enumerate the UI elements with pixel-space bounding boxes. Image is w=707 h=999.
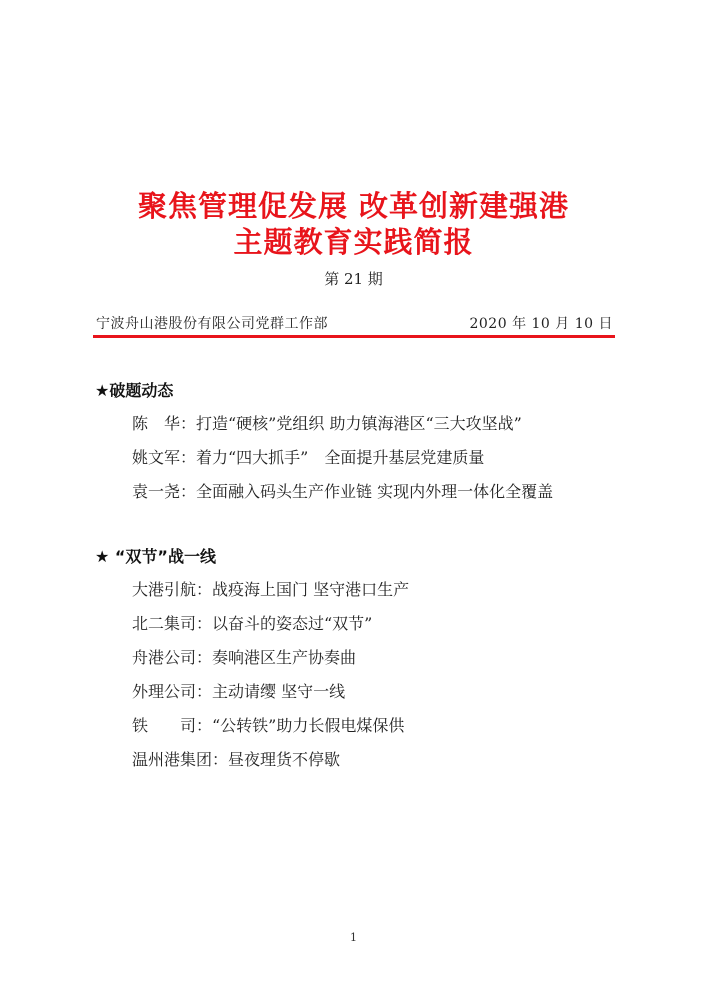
list-item: 姚文军：着力“四大抓手” 全面提升基层党建质量 — [132, 448, 485, 467]
page-title: 聚焦管理促发展 改革创新建强港 — [137, 189, 570, 223]
list-item: 舟港公司：奏响港区生产协奏曲 — [132, 648, 357, 667]
list-item: 袁一尧：全面融入码头生产作业链 实现内外理一体化全覆盖 — [132, 482, 554, 501]
list-item: 温州港集团：昼夜理货不停歇 — [132, 750, 341, 769]
issue-number: 第 21 期 — [324, 270, 383, 288]
page-subtitle: 主题教育实践简报 — [233, 225, 474, 259]
publish-date: 2020 年 10 月 10 日 — [469, 316, 613, 332]
list-item: 北二集司：以奋斗的姿态过“双节” — [132, 614, 373, 633]
section-heading: ★ “双节”战一线 — [95, 547, 216, 566]
list-item: 外理公司：主动请缨 坚守一线 — [132, 682, 346, 701]
list-item: 陈 华：打造“硬核”党组织 助力镇海港区“三大攻坚战” — [132, 414, 522, 433]
header-divider — [93, 335, 615, 338]
list-item: 铁 司：“公转铁”助力长假电煤保供 — [132, 716, 405, 735]
section-heading: ★破题动态 — [95, 381, 174, 400]
page-number: 1 — [350, 931, 357, 944]
list-item: 大港引航：战疫海上国门 坚守港口生产 — [132, 580, 410, 599]
organization: 宁波舟山港股份有限公司党群工作部 — [96, 316, 328, 332]
